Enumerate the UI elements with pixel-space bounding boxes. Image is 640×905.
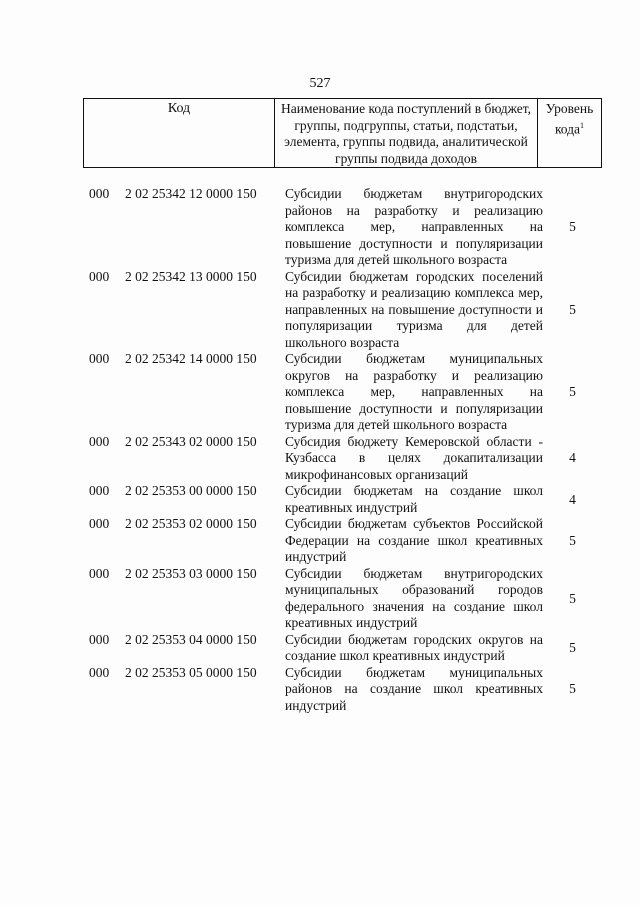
row-level: 4 [569,491,576,507]
table-row [83,186,602,269]
row-code: 2 02 25353 03 0000 150 [125,565,257,581]
row-name: Субсидии бюджетам на создание школ креативных индустрий [285,483,543,515]
row-code: 2 02 25353 05 0000 150 [125,664,257,680]
row-name: Субсидии бюджетам муниципальных округов на разработку и реализацию комплекса мер, направленных на повышение доступности и популяризации туризма для детей школьного возраста [285,351,543,432]
header-name: Наименование кода поступлений в бюджет, группы, подгруппы, статьи, подстатьи, элемента, группы подвида, аналитической группы подвида доходов [275,99,538,167]
table-row [83,434,602,484]
page-number: 527 [309,76,331,91]
table-row [83,269,602,352]
row-level: 5 [569,590,576,606]
row-code: 2 02 25353 02 0000 150 [125,516,257,531]
row-prefix: 000 [89,516,110,531]
table-row [83,632,602,665]
row-name: Субсидии бюджетам внутригородских районов на разработку и реализацию комплекса мер, направленных на повышение доступности и популяризации туризма для детей школьного возраста [285,186,543,267]
row-name: Субсидии бюджетам муниципальных районов на создание школ креативных индустрий [285,664,543,713]
table-row [83,351,602,434]
row-name: Субсидии бюджетам городских поселений на разработку и реализацию комплекса мер, направленных на повышение доступности и популяризации туризма для детей школьного возраста [285,268,543,350]
table-row [83,566,602,632]
header-level [538,99,601,167]
row-code: 2 02 25353 00 0000 150 [125,483,257,498]
table-body [83,186,602,714]
row-prefix: 000 [89,483,110,498]
row-level: 5 [569,219,576,235]
row-code: 2 02 25342 12 0000 150 [125,186,257,201]
row-level: 5 [569,301,576,317]
row-name: Субсидии бюджетам городских округов на создание школ креативных индустрий [285,631,543,663]
row-prefix: 000 [89,268,110,284]
table-row [83,516,602,566]
row-name: Субсидии бюджетам внутригородских муниципальных образований городов федерального значения на создание школ креативных индустрий [285,565,543,630]
row-prefix: 000 [89,186,110,201]
table-row [83,665,602,715]
row-level: 5 [569,532,576,548]
row-prefix: 000 [89,433,110,449]
row-code: 2 02 25343 02 0000 150 [125,433,257,449]
row-name: Субсидия бюджету Кемеровской области - Кузбасса в целях докапитализации микрофинансовых организаций [285,433,543,482]
row-name: Субсидии бюджетам субъектов Российской Федерации на создание школ креативных индустрий [285,516,543,564]
row-level: 5 [569,681,576,697]
row-prefix: 000 [89,631,110,647]
row-prefix: 000 [89,565,110,581]
header-code: Код [84,99,275,167]
row-level: 5 [569,640,576,655]
row-prefix: 000 [89,664,110,680]
row-prefix: 000 [89,351,110,366]
row-level: 5 [569,384,576,400]
table-row [83,483,602,516]
row-code: 2 02 25342 14 0000 150 [125,351,257,366]
table-header [83,98,602,168]
row-code: 2 02 25342 13 0000 150 [125,268,257,284]
row-level: 4 [569,450,576,466]
row-code: 2 02 25353 04 0000 150 [125,631,257,647]
footnote-marker: 1 [580,120,585,130]
header-level-label: Уровень кода [545,101,594,136]
